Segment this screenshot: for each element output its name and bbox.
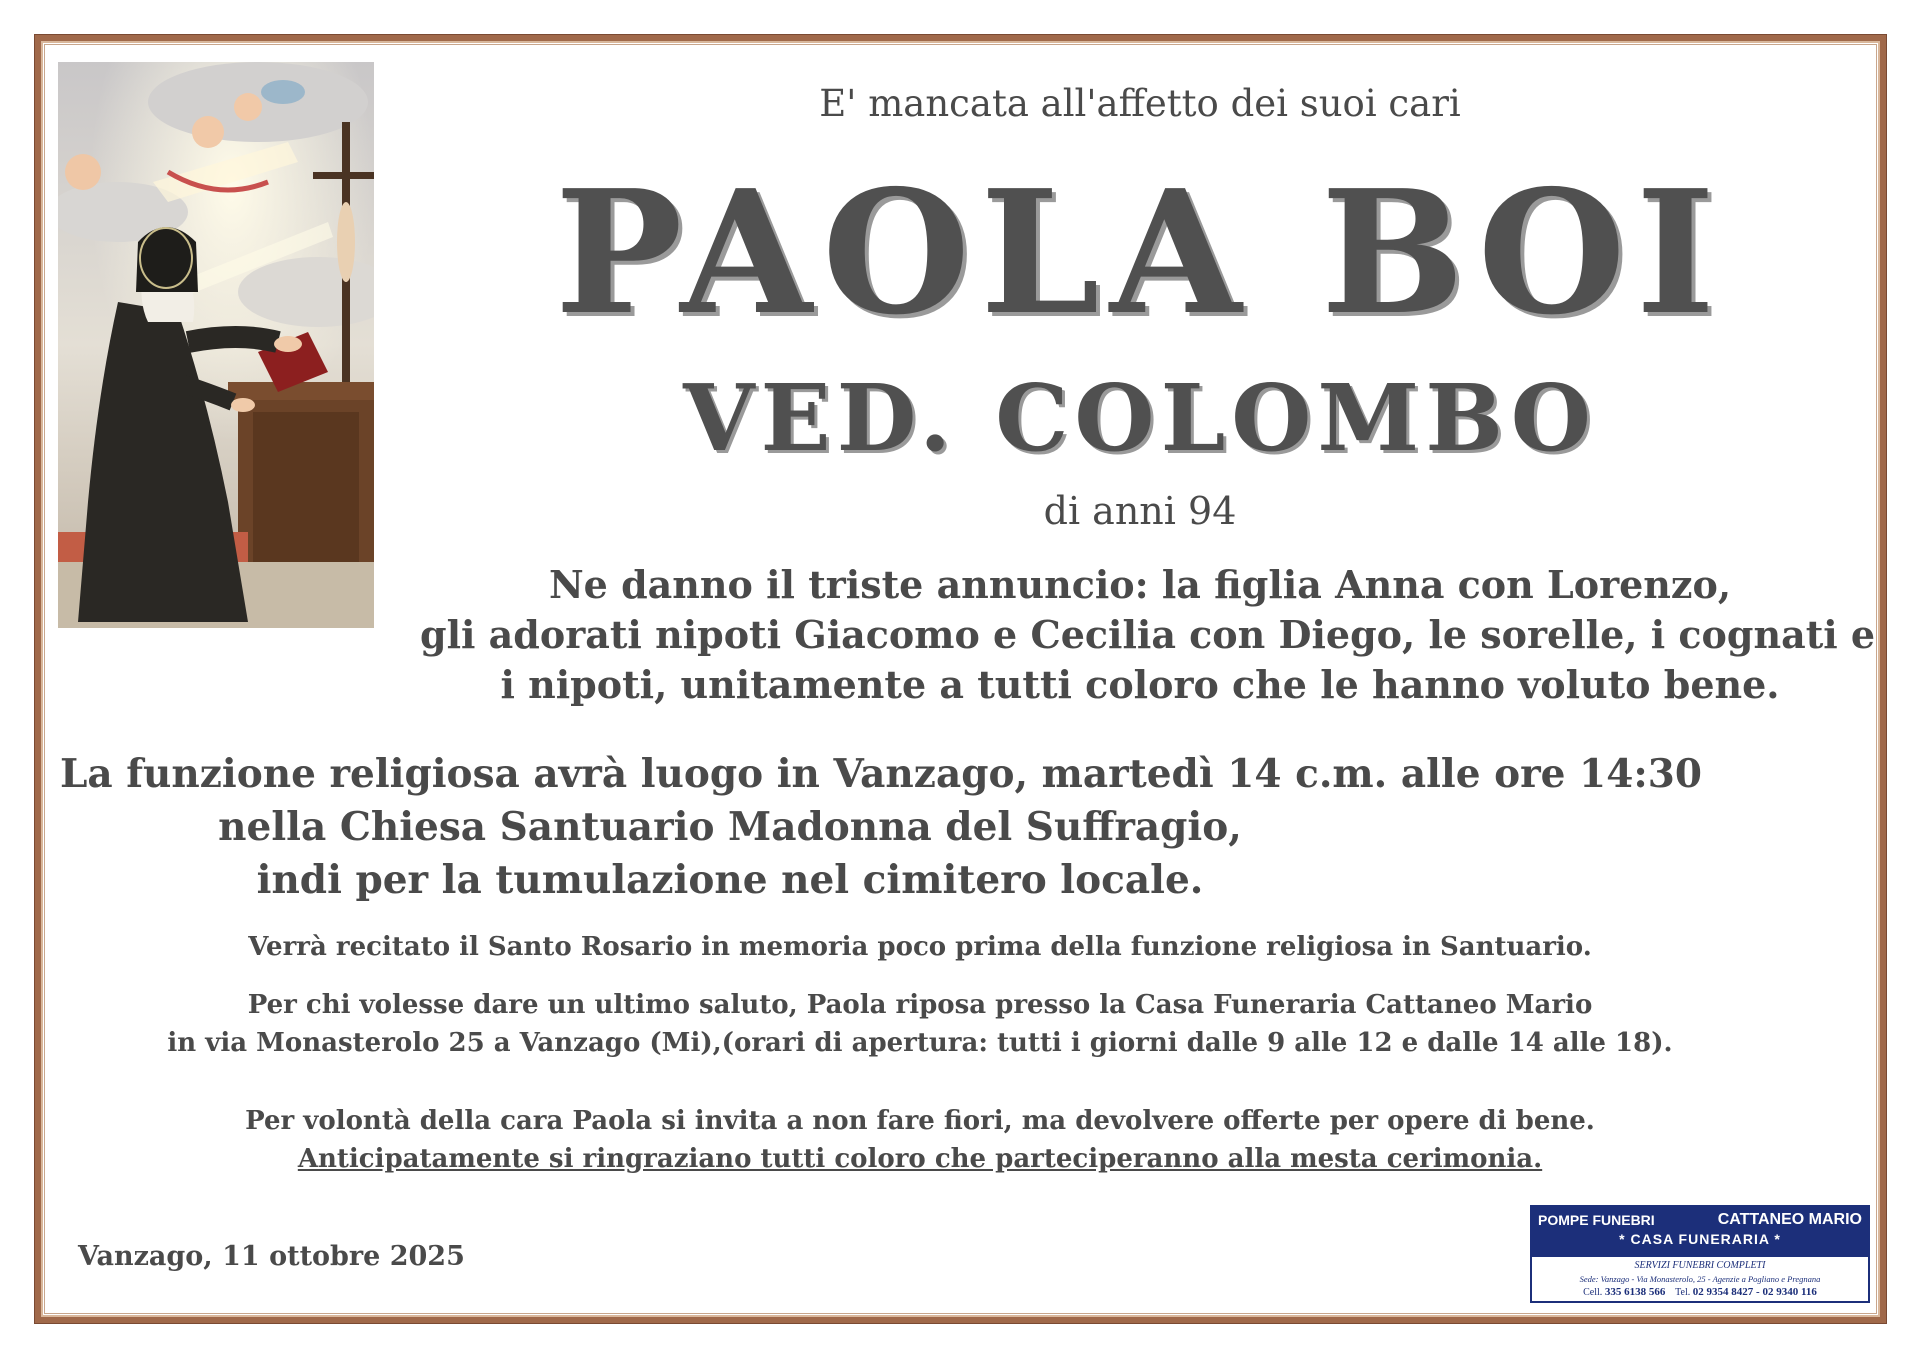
card-header [1532,1207,1868,1257]
closing-notes-block [60,1102,1780,1178]
deceased-age: di anni 94 [1043,489,1237,533]
flowers-note: Per volontà della cara Paola si invita a non fare fiori, ma devolvere offerte per opere di bene. [245,1106,1595,1136]
cell-label: Cell. [1583,1287,1603,1298]
announcement-line: gli adorati nipoti Giacomo e Cecilia con Diego, le sorelle, i cognati e [420,612,1876,657]
card-subtitle: * CASA FUNERARIA * [1619,1231,1781,1247]
saint-devotional-image [58,62,374,628]
announcement-line: i nipoti, unitamente a tutti coloro che le hanno voluto bene. [500,662,1780,707]
visit-line: in via Monasterolo 25 a Vanzago (Mi),(orari di apertura: tutti i giorni dalle 9 alle 12 e dalle 14 alle 18). [167,1028,1673,1058]
card-label: POMPE FUNEBRI [1538,1212,1655,1228]
tel-number: 02 9354 8427 - 02 9340 116 [1692,1286,1817,1298]
funeral-line: nella Chiesa Santuario Madonna del Suffragio, [218,804,1242,850]
card-phones [1532,1285,1868,1300]
funeral-line: indi per la tumulazione nel cimitero locale. [256,857,1204,903]
deceased-married-name: VED. COLOMBO [683,364,1597,472]
rosary-note: Verrà recitato il Santo Rosario in memoria poco prima della funzione religiosa in Santuario. [248,932,1592,962]
intro-line: E' mancata all'affetto dei suoi cari [819,82,1461,125]
card-address: Sede: Vanzago - Via Monasterolo, 25 - Agenzie a Pogliano e Pregnana [1579,1274,1821,1284]
dateline: Vanzago, 11 ottobre 2025 [78,1241,465,1272]
thanks-note: Anticipatamente si ringraziano tutti coloro che parteciperanno alla mesta cerimonia. [297,1144,1543,1174]
funeral-home-card [1530,1205,1870,1303]
card-brand: CATTANEO MARIO [1717,1211,1862,1228]
cell-number: 335 6138 566 [1604,1286,1666,1298]
announcement-line: Ne danno il triste annuncio: la figlia Anna con Lorenzo, [548,562,1732,607]
announcement-block [420,560,1876,710]
funeral-line: La funzione religiosa avrà luogo in Vanzago, martedì 14 c.m. alle ore 14:30 [60,751,1702,797]
funeral-details-block [60,748,1702,907]
visit-note-block [60,986,1780,1062]
deceased-name: PAOLA BOI [554,153,1726,353]
visit-line: Per chi volesse dare un ultimo saluto, Paola riposa presso la Casa Funeraria Cattaneo Mario [247,990,1593,1020]
tel-label: Tel. [1675,1287,1691,1298]
card-services: SERVIZI FUNEBRI COMPLETI [1634,1260,1766,1271]
